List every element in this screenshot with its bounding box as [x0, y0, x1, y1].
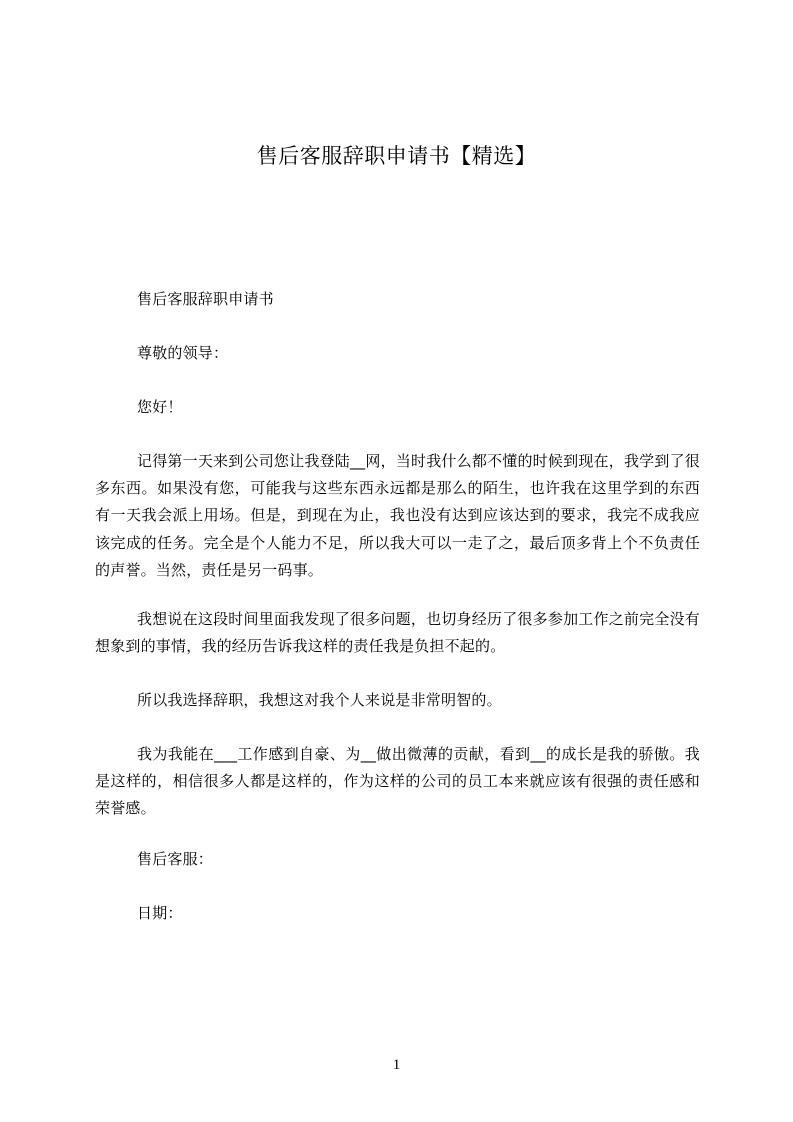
- body-paragraph-3: 所以我选择辞职，我想这对我个人来说是非常明智的。: [137, 691, 502, 709]
- greeting: 您好！: [137, 398, 183, 416]
- body-paragraph-1: 记得第一天来到公司您让我登陆__网，当时我什么都不懂的时候到现在，我学到了很多东西。如果没有您，可能我与这些东西永远都是那么的陌生，也许我在这里学到的东西有一天我会派上用场。但是，到现在为止，我也没有达到应该达到的要求，我完不成我应该完成的任务。完全是个人能力不足，所以我大可以一走了之，最后顶多背上个不负责任的声誉。当然，责任是另一码事。: [95, 452, 700, 579]
- date-label: 日期：: [137, 904, 183, 922]
- salutation: 尊敬的领导：: [137, 344, 229, 362]
- letter-heading: 售后客服辞职申请书: [137, 290, 274, 308]
- document-title: 售后客服辞职申请书【精选】: [256, 144, 537, 168]
- body-paragraph-4: 我为我能在___工作感到自豪、为__做出微薄的贡献，看到__的成长是我的骄傲。我是这样的，相信很多人都是这样的，作为这样的公司的员工本来就应该有很强的责任感和荣誉感。: [95, 745, 700, 818]
- body-paragraph-2: 我想说在这段时间里面我发现了很多问题，也切身经历了很多参加工作之前完全没有想象到的事情，我的经历告诉我这样的责任我是负担不起的。: [95, 610, 700, 656]
- signature-label: 售后客服：: [137, 850, 214, 868]
- page-number: 1: [392, 1057, 401, 1073]
